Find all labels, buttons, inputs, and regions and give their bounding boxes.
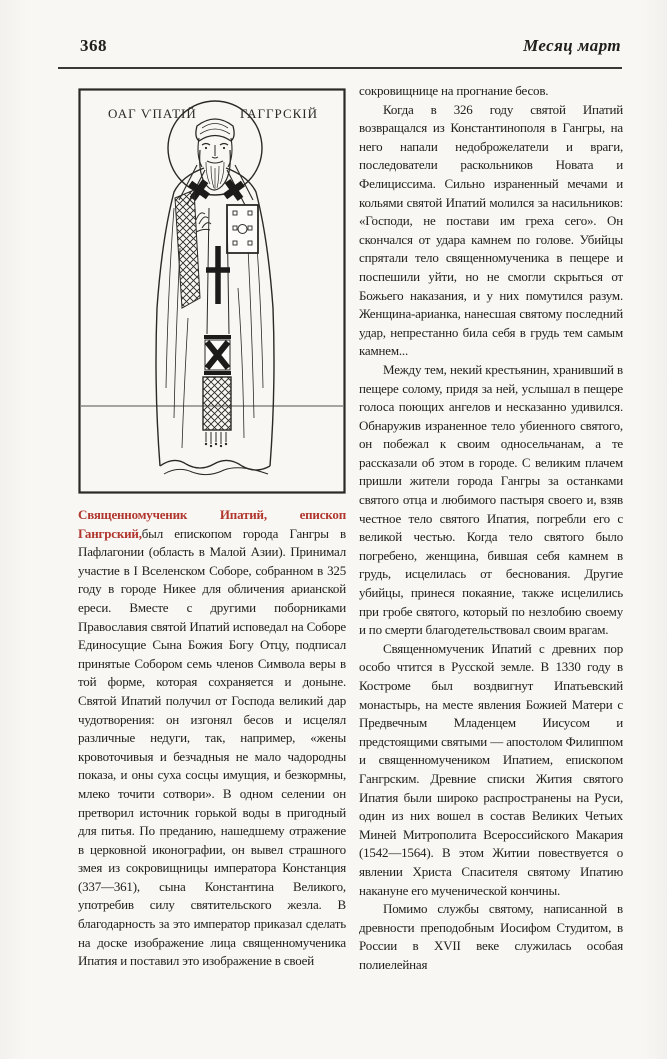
x-cross-panel (204, 337, 231, 373)
paragraph: Священномученик Ипатий с древних пор особо чтится в Русской земле. В 1330 году в Костроме был воздвигнут Ипатьевский монастырь, на месте явления Божией Матери с Предвечным Младенцем Иисусом и предстоящими святыми — апостолом Филиппом и священномучеником Ипатием, епископом Гангрским. Древние списки Жития святого Ипатия были широко распространены на Руси, один из них вошел в состав Великих Четьих Миней Митрополита Всероссийского Макария (1542—1564). В этом Житии повествуется о явлении Христа Спасителя святому Ипатию накануне его мученической кончины. (359, 640, 623, 898)
moustache (207, 161, 223, 163)
paragraph: Между тем, некий крестьянин, хранивший в пещере солому, придя за ней, услышал в пещере голоса поющих ангелов и несказанно удивился. Обнаружив израненное тело убиенного святого, он побежал к своим односельчанам, а те рассказали об этом в городе. С великим плачем пришли жители города Гангры за останками святого отца и любимого пастыря своего и, взяв честное тело святого Ипатия, погребли его с великой честью. Когда тело святого было погребено, женщина, бившая себя камнем в грудь, исцелилась от беснования. Другие убийцы, принеся покаяние, также исцелились при гробе святого, который по незлобию своему и по смерти благодетельствовал своим врагам. (359, 361, 623, 638)
paragraph: Помимо службы святому, написанной в древности преподобным Иосифом Студитом, в России в XVII веке служилась особая полиелейная (359, 901, 623, 972)
robe-hem-lower (164, 468, 268, 475)
page-number: 368 (80, 36, 107, 55)
eye-left (205, 147, 207, 149)
robe-hem (160, 460, 270, 470)
hair (196, 119, 234, 141)
header-rule (58, 67, 622, 69)
pectoral-cross (206, 246, 230, 304)
nose (212, 145, 218, 158)
right-column (359, 82, 623, 1040)
eyebrows (202, 144, 228, 146)
hatched-stole-band (175, 190, 200, 308)
icon-frame (80, 90, 345, 493)
saint-icon-illustration (78, 88, 346, 494)
fringe (206, 432, 226, 444)
left-column (78, 506, 346, 971)
article-body-start: был епископом города Гангры в Пафлагонии (область в Малой Азии). Принимал участие в I Вселенском Соборе, собранном в 325 году в городе Никее для обличения арианской ереси. Вместе с другими поборниками Православия святой Ипатий исповедал на Соборе Единосущие Сына Божия Богу Отцу, подписал принятые Собором семь членов Символа веры в той форме, которая сохраняется и доныне. Святой Ипатий получил от Господа великий дар чудотворения: он изгонял бесов и исцелял различные недуги, так, например, «жены кровоточивыя и безчадныя не мало чадородны показа, и оны суха сосцы имущия, и безкормны, млеко точити сотвори». В одном селении он претворил источник горькой воды в пригодный для питья. По преданию, нашедшему отражение в церковной иконографии, он вывел страшного змея из сокровищницы императора Констанция (337—361), сына Константина Великого, употребив силу святительского жезла. В благодарность за это император приказал сделать на доске изображение лица священномученика Ипатия и поставил это изображение в своей (78, 525, 346, 969)
icon-inscription-left: ОАГ ѴПАТІЙ (108, 106, 197, 121)
left-column-paragraph (78, 506, 346, 971)
paragraph: Когда в 326 году святой Ипатий возвращался из Константинополя в Гангры, на него напали недоброжелатели и враги, последователи раскольников Новата и Фелициссима. Сильно израненный мечами и кольями святой Ипатий молился за насильников: «Господи, не постави им греха сего». Он скончался от удара камнем по голове. Убийцы спрятали тело священномученика в пещере и поспешили уйти, но не смогли скрыться от Божьего наказания, и у них помутился разум. Женщина-арианка, нанесшая святому последний удар, непрестанно била себя в грудь тем самым камнем... (359, 101, 623, 359)
running-head: Месяц март (523, 36, 621, 55)
paragraph-continuation: сокровищнице на прогнание бесов. (359, 83, 549, 98)
omophorion-cross-right (219, 175, 250, 206)
eye-right (223, 147, 225, 149)
lattice-panel (203, 377, 231, 447)
icon-inscription-right: ГАГГРСКІЙ (240, 106, 318, 121)
gospel-book (227, 205, 258, 253)
article-heading: Священномученик Ипатий, епископ Гангрский, (78, 507, 346, 541)
